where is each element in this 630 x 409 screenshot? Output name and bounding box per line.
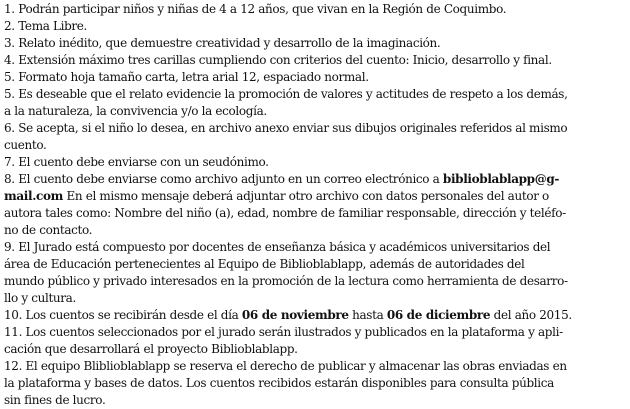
rule-text: no de contacto. — [4, 223, 93, 237]
rule-line — [4, 1, 630, 18]
rule-line — [4, 358, 630, 375]
rule-item-6 — [4, 86, 630, 120]
rule-line — [4, 341, 630, 358]
rule-text: del año 2015. — [490, 308, 572, 322]
rule-text: 7. El cuento debe enviarse con un seudónimo. — [4, 155, 269, 169]
rule-text: sin fines de lucro. — [4, 393, 106, 407]
rule-line — [4, 256, 630, 273]
rule-line — [4, 52, 630, 69]
rule-item-9 — [4, 171, 630, 239]
rule-text: 6. Se acepta, si el niño lo desea, en archivo anexo enviar sus dibujos originales referidos al mismo — [4, 121, 568, 135]
rule-item-12 — [4, 324, 630, 358]
bold-text: mail.com — [4, 189, 63, 203]
bold-text: biblioblablapp@g- — [442, 172, 560, 186]
rule-line — [4, 137, 630, 154]
rule-text: 5. Formato hoja tamaño carta, letra arial 12, espaciado normal. — [4, 70, 369, 84]
rule-text: la plataforma y bases de datos. Los cuentos recibidos estarán disponibles para consulta pública — [4, 376, 554, 390]
rule-item-3 — [4, 35, 630, 52]
rule-text: 9. El Jurado está compuesto por docentes de enseñanza básica y académicos universitarios del — [4, 240, 551, 254]
rule-line — [4, 239, 630, 256]
rule-text: cación que desarrollará el proyecto Biblioblablapp. — [4, 342, 298, 356]
rule-line — [4, 154, 630, 171]
rule-item-1 — [4, 1, 630, 18]
rule-item-11 — [4, 307, 630, 324]
rule-text: 10. Los cuentos se recibirán desde el día — [4, 308, 242, 322]
rule-line — [4, 205, 630, 222]
rule-line — [4, 188, 630, 205]
rule-text: 11. Los cuentos seleccionados por el jurado serán ilustrados y publicados en la plataforma y apli- — [4, 325, 563, 339]
rule-text: 5. Es deseable que el relato evidencie la promoción de valores y actitudes de respeto a los demás, — [4, 87, 568, 101]
rule-line — [4, 324, 630, 341]
rule-item-13 — [4, 358, 630, 409]
rule-line — [4, 392, 630, 409]
rule-text: En el mismo mensaje deberá adjuntar otro archivo con datos personales del autor o — [62, 189, 549, 203]
rule-text: 2. Tema Libre. — [4, 19, 88, 33]
rule-line — [4, 307, 630, 324]
rule-line — [4, 375, 630, 392]
rule-line — [4, 86, 630, 103]
rule-line — [4, 290, 630, 307]
rule-text: área de Educación pertenecientes al Equipo de Biblioblablapp, además de autoridades del — [4, 257, 525, 271]
rule-item-5 — [4, 69, 630, 86]
rule-item-8 — [4, 154, 630, 171]
rule-line — [4, 273, 630, 290]
bold-text: 06 de diciembre — [386, 308, 491, 322]
rule-text: 12. El equipo Bliblioblablapp se reserva el derecho de publicar y almacenar las obras enviadas en — [4, 359, 567, 373]
rule-text: 1. Podrán participar niños y niñas de 4 a 12 años, que vivan en la Región de Coquimbo. — [4, 2, 507, 16]
rule-text: cuento. — [4, 138, 47, 152]
rule-text: a la naturaleza, la convivencia y/o la ecología. — [4, 104, 267, 118]
rule-text: 3. Relato inédito, que demuestre creatividad y desarrollo de la imaginación. — [4, 36, 441, 50]
rule-text: 4. Extensión máximo tres carillas cumpliendo con criterios del cuento: Inicio, desarrollo y final. — [4, 53, 552, 67]
bold-text: 06 de noviembre — [241, 308, 349, 322]
rule-text: llo y cultura. — [4, 291, 76, 305]
rule-text: hasta — [348, 308, 387, 322]
rule-text: mundo público y privado interesados en la promoción de la lectura como herramienta de desarro- — [4, 274, 568, 288]
rule-line — [4, 103, 630, 120]
rule-item-4 — [4, 52, 630, 69]
rule-line — [4, 222, 630, 239]
rule-line — [4, 171, 630, 188]
rule-line — [4, 69, 630, 86]
rule-text: 8. El cuento debe enviarse como archivo adjunto en un correo electrónico a — [4, 172, 443, 186]
rule-line — [4, 120, 630, 137]
rule-line — [4, 18, 630, 35]
rule-item-2 — [4, 18, 630, 35]
rule-text: autora tales como: Nombre del niño (a), edad, nombre de familiar responsable, dirección y teléfo- — [4, 206, 566, 220]
rule-item-10 — [4, 239, 630, 307]
rule-line — [4, 35, 630, 52]
rule-item-7 — [4, 120, 630, 154]
